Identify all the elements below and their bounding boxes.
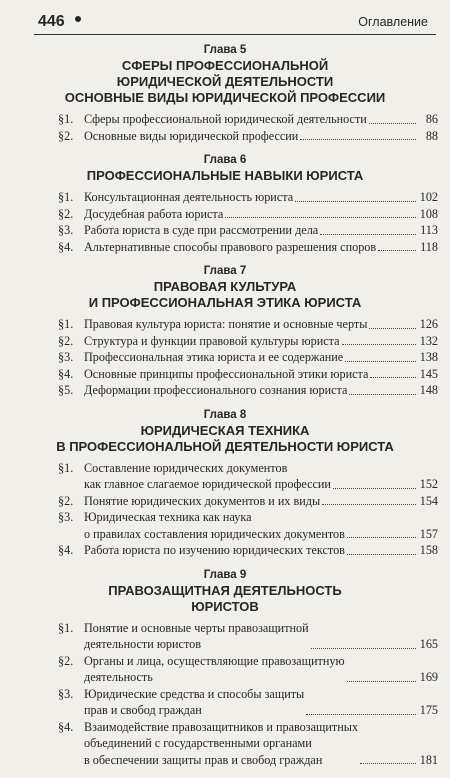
dot-leader [306, 714, 416, 715]
page-reference: 102 [419, 190, 438, 204]
dot-leader [370, 377, 416, 378]
page-reference: 88 [425, 128, 438, 143]
running-title: Оглавление [358, 15, 428, 29]
dot-leader [360, 763, 416, 764]
section-title: Основные принципы профессиональной этики юриста [84, 366, 369, 381]
page-reference: 158 [419, 543, 438, 557]
toc-entry[interactable] [0, 493, 450, 510]
dot-leader [295, 201, 416, 202]
section-number: §4. [58, 366, 74, 381]
section-title: Понятие юридических документов и их виды [84, 493, 321, 508]
toc-entry[interactable] [0, 653, 450, 686]
chapter-label: Глава 9 [203, 568, 247, 581]
chapter-title: ПРАВОЗАЩИТНАЯ ДЕЯТЕЛЬНОСТЬ ЮРИСТОВ [108, 582, 342, 614]
section-title: Органы и лица, осуществляющие правозащитную деятельность [84, 653, 345, 684]
section-title: Досудебная работа юриста [84, 206, 224, 221]
table-of-contents [0, 44, 450, 778]
section-title: Основные виды юридической профессии [84, 128, 299, 143]
toc-entry[interactable] [0, 111, 450, 128]
chapter [0, 154, 450, 255]
section-number: §4. [58, 543, 74, 557]
page-reference: 181 [419, 752, 438, 767]
dot-leader [342, 344, 416, 345]
chapter [0, 409, 450, 559]
page-reference: 157 [419, 526, 438, 541]
toc-entry[interactable] [0, 222, 450, 239]
page-reference: 154 [419, 493, 438, 508]
toc-entry[interactable] [0, 206, 450, 223]
dot-leader [225, 217, 416, 218]
section-title: Консультационная деятельность юриста [84, 190, 294, 204]
section-title: Работа юриста по изучению юридических текстов [84, 543, 345, 557]
chapter-title: СФЕРЫ ПРОФЕССИОНАЛЬНОЙ ЮРИДИЧЕСКОЙ ДЕЯТЕЛЬНОСТИ ОСНОВНЫЕ ВИДЫ ЮРИДИЧЕСКОЙ ПРОФЕССИИ [64, 58, 386, 105]
section-title: Альтернативные способы правового разрешения споров [84, 239, 377, 254]
toc-entry[interactable] [0, 719, 450, 769]
page-reference: 132 [419, 333, 438, 348]
dot-leader [333, 488, 416, 489]
toc-entry[interactable] [0, 333, 450, 350]
toc-entry[interactable] [0, 460, 450, 493]
toc-entry[interactable] [0, 509, 450, 542]
toc-entry[interactable] [0, 542, 450, 559]
chapter-title: ЮРИДИЧЕСКАЯ ТЕХНИКА В ПРОФЕССИОНАЛЬНОЙ ДЕЯТЕЛЬНОСТИ ЮРИСТА [56, 422, 394, 454]
dot-leader [311, 648, 416, 649]
section-number: §3. [58, 686, 74, 701]
chapter-label: Глава 8 [203, 408, 247, 421]
dot-leader [347, 554, 416, 555]
section-title: Деформации профессионального сознания юриста [84, 383, 348, 397]
section-title: Юридические средства и способы защиты прав и свобод граждан [84, 686, 305, 717]
chapter-label: Глава 5 [203, 44, 247, 56]
toc-entry[interactable] [0, 620, 450, 653]
chapter-label: Глава 6 [203, 154, 247, 166]
header-rule [34, 34, 436, 35]
page-header [0, 0, 450, 36]
page-reference: 86 [425, 112, 438, 126]
section-number: §2. [58, 333, 74, 348]
dot-leader [300, 139, 416, 140]
dot-leader [322, 504, 416, 505]
page-reference: 148 [419, 383, 438, 397]
dot-leader [369, 328, 416, 329]
section-number: §1. [58, 620, 74, 635]
dot-leader [345, 361, 416, 362]
section-title: Составление юридических документов как главное слагаемое юридической профессии [84, 460, 331, 491]
section-title: Структура и функции правовой культуры юриста [84, 333, 340, 348]
section-number: §4. [58, 719, 74, 734]
dot-leader [347, 537, 416, 538]
section-title: Взаимодействие правозащитников и правозащитных объединений с государственными органами в обеспечении защиты прав и свобод граждан [84, 719, 359, 767]
bullet-icon [75, 16, 81, 22]
section-number: §3. [58, 350, 74, 364]
chapter-title: ПРАВОВАЯ КУЛЬТУРА И ПРОФЕССИОНАЛЬНАЯ ЭТИКА ЮРИСТА [88, 279, 362, 310]
section-number: §5. [58, 383, 74, 397]
section-number: §2. [58, 653, 74, 668]
page-reference: 152 [419, 477, 438, 491]
section-title: Юридическая техника как наука о правилах составления юридических документов [84, 510, 345, 541]
toc-entry[interactable] [0, 382, 450, 399]
section-number: §2. [58, 206, 74, 221]
page-reference: 108 [419, 206, 438, 221]
section-title: Правовая культура юриста: понятие и основные черты [84, 317, 368, 331]
section-number: §1. [58, 190, 74, 204]
chapter [0, 265, 450, 399]
section-title: Профессиональная этика юриста и ее содержание [84, 350, 344, 364]
chapter [0, 44, 450, 144]
dot-leader [349, 394, 416, 395]
page-reference: 126 [419, 317, 438, 331]
section-number: §1. [58, 460, 74, 475]
chapter-title: ПРОФЕССИОНАЛЬНЫЕ НАВЫКИ ЮРИСТА [86, 168, 364, 183]
section-number: §4. [58, 239, 74, 254]
page-reference: 118 [420, 239, 438, 254]
toc-entry[interactable] [0, 316, 450, 333]
section-number: §2. [58, 493, 74, 508]
dot-leader [320, 234, 416, 235]
section-title: Понятие и основные черты правозащитной деятельности юристов [84, 620, 309, 651]
page-number: 446 [38, 13, 65, 30]
chapter-label: Глава 7 [203, 265, 247, 277]
toc-entry[interactable] [0, 189, 450, 206]
page-reference: 138 [419, 350, 438, 364]
toc-entry[interactable] [0, 239, 450, 256]
dot-leader [347, 681, 416, 682]
section-number: §3. [58, 223, 74, 237]
dot-leader [369, 123, 416, 124]
section-title: Сферы профессиональной юридической деятельности [84, 112, 367, 126]
toc-entry[interactable] [0, 686, 450, 719]
page-reference: 165 [419, 637, 438, 651]
toc-entry[interactable] [0, 349, 450, 366]
dot-leader [378, 250, 416, 251]
section-number: §1. [58, 317, 74, 331]
page-reference: 169 [419, 670, 438, 684]
section-number: §2. [58, 128, 74, 143]
page-reference: 145 [419, 366, 438, 381]
section-number: §3. [58, 510, 74, 524]
toc-entry[interactable] [0, 128, 450, 145]
section-number: §1. [58, 112, 74, 126]
page-reference: 175 [419, 703, 438, 717]
section-title: Работа юриста в суде при рассмотрении дела [84, 223, 319, 237]
chapter [0, 569, 450, 769]
toc-entry[interactable] [0, 366, 450, 383]
page-reference: 113 [420, 223, 438, 237]
